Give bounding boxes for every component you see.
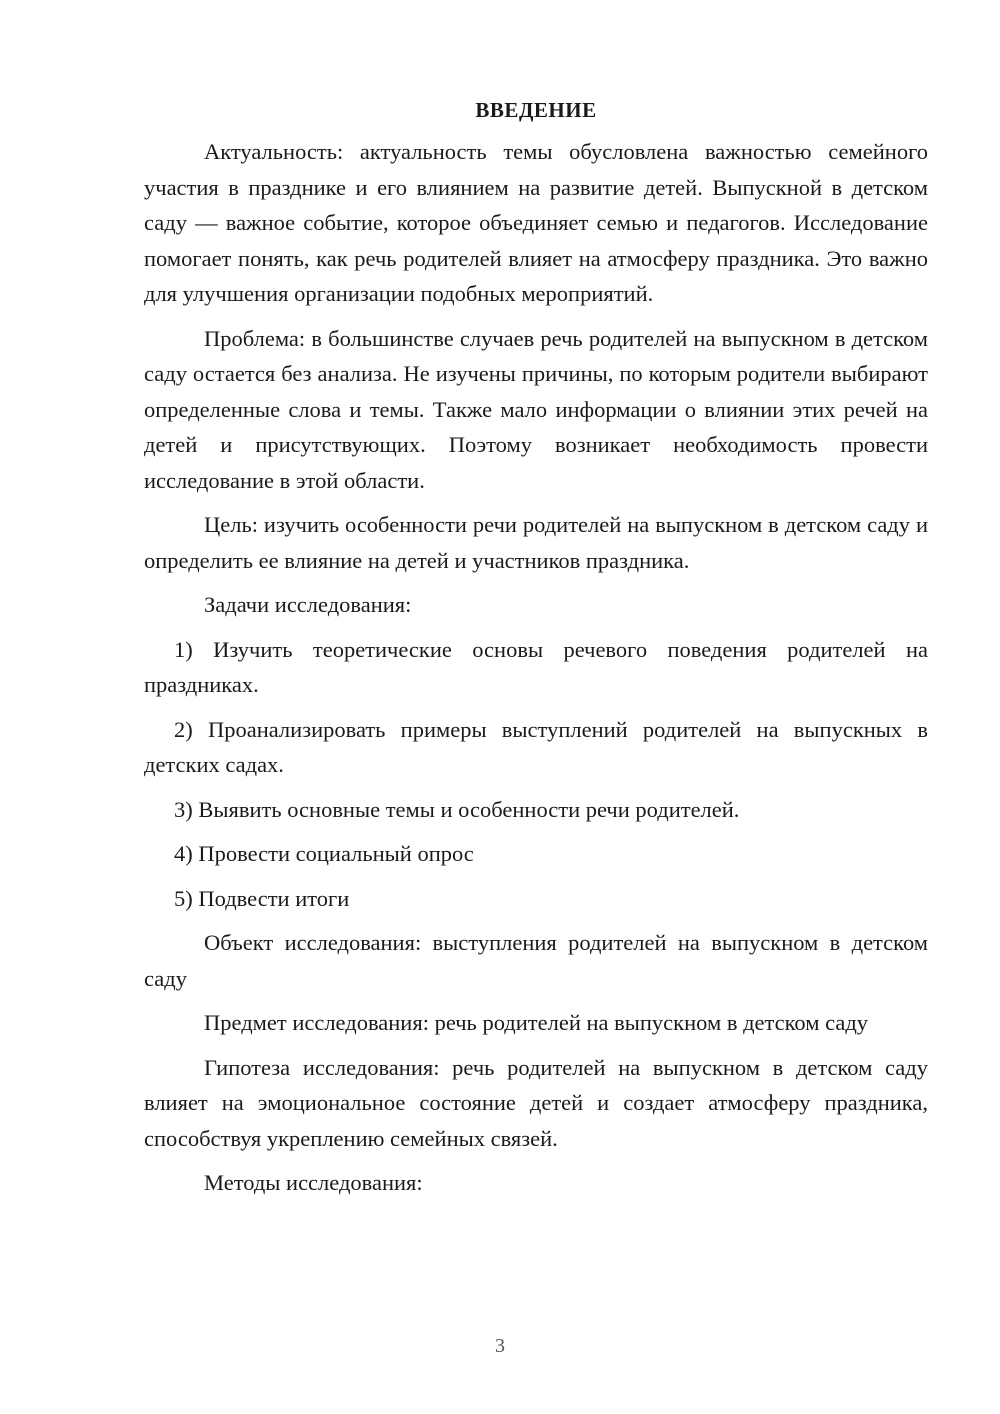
task-item: 3) Выявить основные темы и особенности речи родителей.	[174, 796, 740, 822]
task-item: 1) Изучить теоретические основы речевого поведения родителей на праздниках.	[144, 636, 928, 697]
hypothesis-paragraph: Гипотеза исследования: речь родителей на выпускном в детском саду влияет на эмоциональное состояние детей и создает атмосферу праздника, способствуя укреплению семейных связей.	[144, 1054, 928, 1151]
problem-paragraph: Проблема: в большинстве случаев речь родителей на выпускном в детском саду остается без анализа. Не изучены причины, по которым родители выбирают определенные слова и темы. Также мало информации о влиянии этих речей на детей и присутствующих. Поэтому возникает необходимость провести исследование в этой области.	[144, 325, 928, 493]
task-item: 5) Подвести итоги	[174, 885, 350, 911]
object-paragraph: Объект исследования: выступления родителей на выпускном в детском саду	[144, 930, 928, 991]
subject-paragraph: Предмет исследования: речь родителей на выпускном в детском саду	[204, 1010, 869, 1035]
page-number: 3	[495, 1335, 505, 1357]
relevance-paragraph: Актуальность: актуальность темы обусловлена важностью семейного участия в празднике и его влиянием на развитие детей. Выпускной в детском саду — важное событие, которое объединяет семью и педагогов. Исследование помогает понять, как речь родителей влияет на атмосферу праздника. Это важно для улучшения организации подобных мероприятий.	[144, 139, 928, 306]
goal-paragraph: Цель: изучить особенности речи родителей на выпускном в детском саду и определить ее влияние на детей и участников праздника.	[144, 512, 928, 573]
methods-heading: Методы исследования:	[204, 1170, 423, 1195]
task-item: 4) Провести социальный опрос	[174, 841, 474, 866]
task-item: 2) Проанализировать примеры выступлений родителей на выпускных в детских садах.	[144, 716, 928, 777]
tasks-heading: Задачи исследования:	[204, 592, 412, 617]
section-heading: ВВЕДЕНИЕ	[475, 98, 597, 122]
page-content	[144, 92, 928, 1210]
